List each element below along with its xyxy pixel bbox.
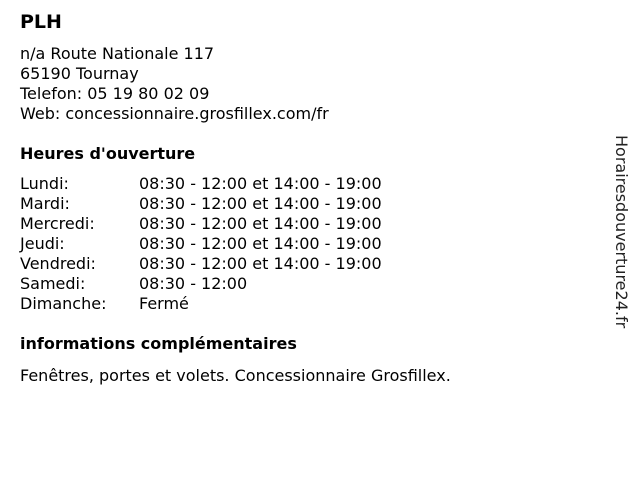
hours-time: 08:30 - 12:00 et 14:00 - 19:00: [139, 234, 382, 253]
business-name: PLH: [20, 11, 62, 33]
business-card: [20, 10, 600, 386]
hours-time: 08:30 - 12:00 et 14:00 - 19:00: [139, 174, 382, 193]
hours-day: Jeudi:: [20, 234, 65, 253]
web-line: Web: concessionnaire.grosfillex.com/fr: [20, 104, 329, 123]
hours-day: Mercredi:: [20, 214, 95, 233]
hours-row-saturday: [20, 274, 600, 294]
hours-time: 08:30 - 12:00 et 14:00 - 19:00: [139, 214, 382, 233]
site-watermark: Horairesdouverture24.fr: [612, 135, 631, 329]
hours-time: 08:30 - 12:00 et 14:00 - 19:00: [139, 254, 382, 273]
hours-row-tuesday: [20, 194, 600, 214]
hours-row-monday: [20, 174, 600, 194]
hours-row-sunday: [20, 294, 600, 314]
hours-day: Lundi:: [20, 174, 69, 193]
info-text: Fenêtres, portes et volets. Concessionnaire Grosfillex.: [20, 366, 451, 385]
hours-row-friday: [20, 254, 600, 274]
hours-time: 08:30 - 12:00: [139, 274, 248, 293]
hours-time: 08:30 - 12:00 et 14:00 - 19:00: [139, 194, 382, 213]
info-heading: informations complémentaires: [20, 334, 297, 353]
address-block: [20, 44, 600, 124]
hours-time: Fermé: [139, 294, 189, 313]
hours-heading: Heures d'ouverture: [20, 144, 196, 163]
address-city: 65190 Tournay: [20, 64, 139, 83]
hours-day: Vendredi:: [20, 254, 96, 273]
hours-table: [20, 174, 600, 314]
hours-row-thursday: [20, 234, 600, 254]
hours-day: Dimanche:: [20, 294, 107, 313]
phone-line: Telefon: 05 19 80 02 09: [20, 84, 210, 103]
hours-row-wednesday: [20, 214, 600, 234]
hours-day: Samedi:: [20, 274, 86, 293]
hours-day: Mardi:: [20, 194, 70, 213]
address-street: n/a Route Nationale 117: [20, 44, 215, 63]
